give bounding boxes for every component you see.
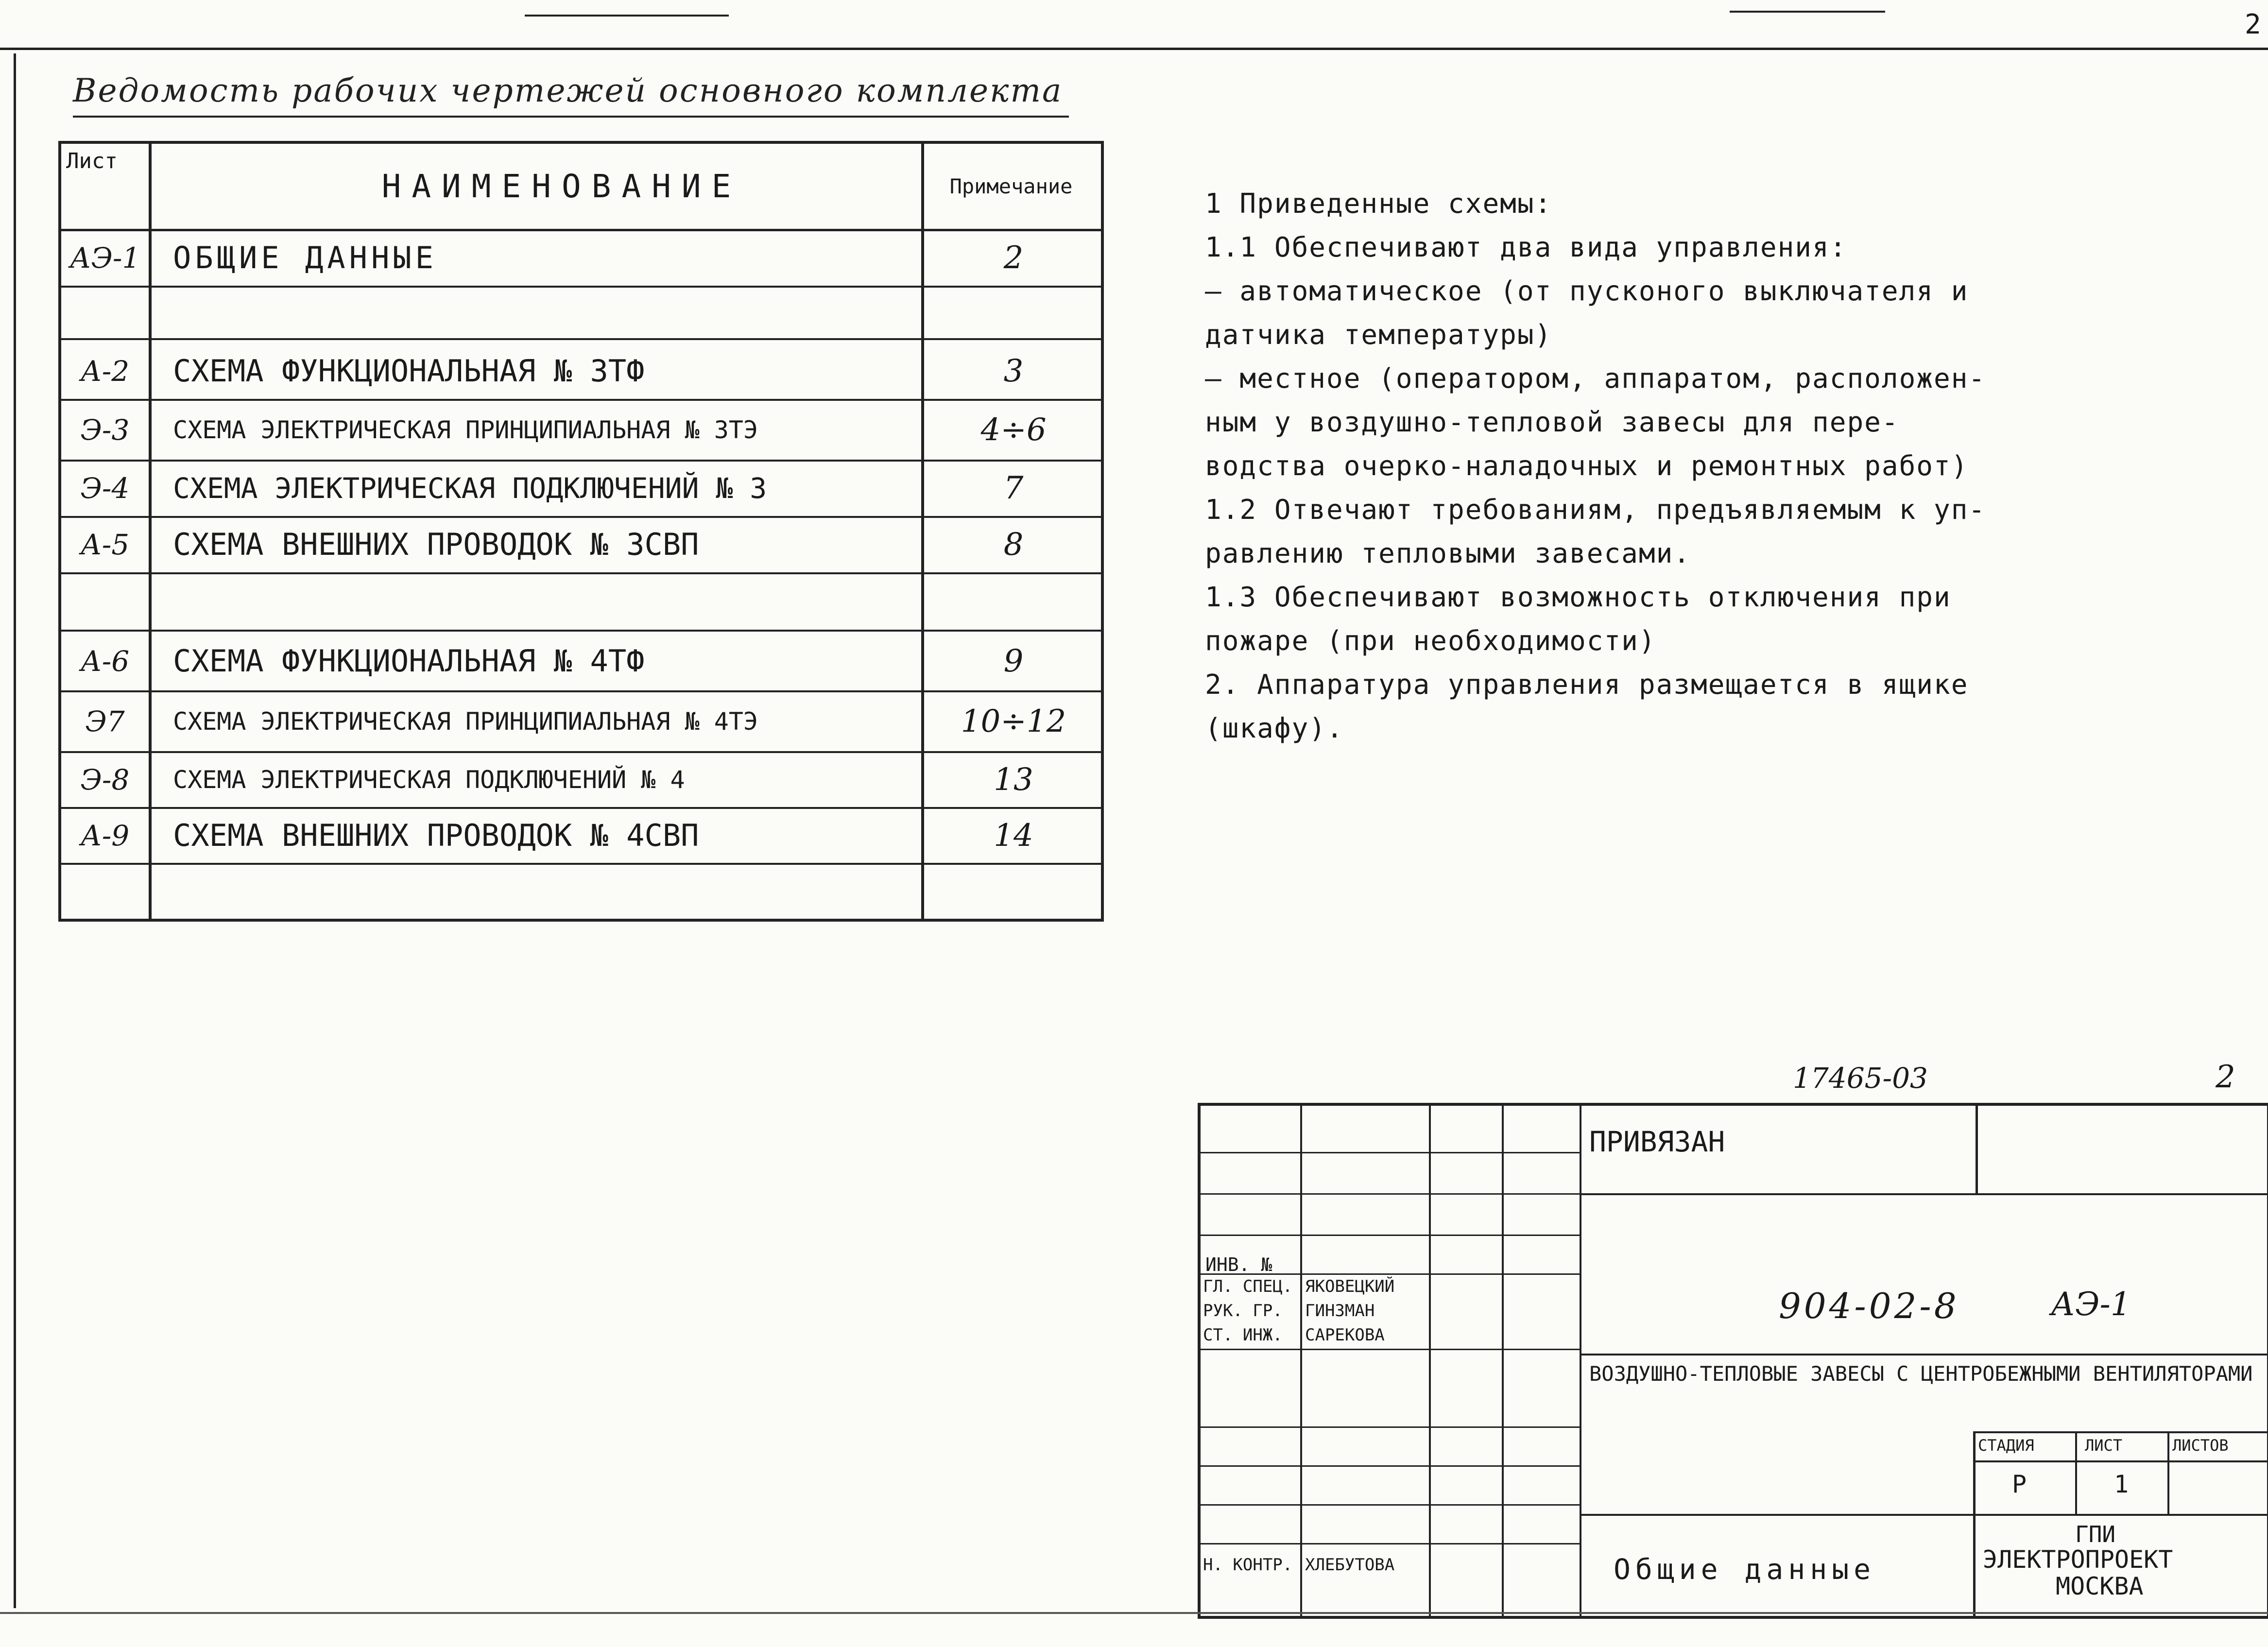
row-name: СХЕМА ЭЛЕКТРИЧЕСКАЯ ПРИНЦИПИАЛЬНАЯ № 4ТЭ	[173, 707, 758, 736]
project-code: 904-02-8	[1779, 1286, 1959, 1326]
note-line: 1.1 Обеспечивают два вида управления:	[1205, 232, 1847, 263]
tb-divider	[1201, 1193, 1580, 1195]
table-row	[61, 809, 1101, 862]
row-note: 3	[1003, 353, 1024, 389]
tb-divider	[1201, 1152, 1580, 1153]
tb-divider	[1973, 1431, 1976, 1616]
top-fragment-line	[1730, 11, 1885, 13]
role-label: ГЛ. СПЕЦ.	[1203, 1277, 1293, 1296]
tb-divider	[1201, 1235, 1580, 1236]
sheet-title-block: Общие данные	[1614, 1553, 1876, 1586]
tb-divider	[1300, 1106, 1302, 1616]
row-name: СХЕМА ЭЛЕКТРИЧЕСКАЯ ПОДКЛЮЧЕНИЙ № 4	[173, 766, 685, 794]
role-name: САРЕКОВА	[1305, 1325, 1385, 1345]
table-row	[61, 632, 1101, 690]
header-note: Примечание	[949, 174, 1073, 198]
tb-divider	[1580, 1514, 2267, 1516]
table-row	[61, 462, 1101, 515]
table-header	[61, 144, 1101, 229]
table-row	[61, 692, 1101, 751]
note-line: 1.3 Обеспечивают возможность отключения при	[1205, 582, 1951, 613]
row-name: СХЕМА ВНЕШНИХ ПРОВОДОК № 4СВП	[173, 818, 699, 853]
stage-value: 1	[2114, 1470, 2129, 1498]
row-divider	[61, 338, 1101, 340]
row-name: СХЕМА ФУНКЦИОНАЛЬНАЯ № 4ТФ	[173, 643, 645, 679]
table-row	[61, 231, 1101, 285]
tb-divider	[1976, 1106, 1978, 1193]
tb-divider	[1429, 1106, 1431, 1616]
role-label: РУК. ГР.	[1203, 1301, 1283, 1321]
table-row	[61, 518, 1101, 571]
n-kontr-label: Н. КОНТР.	[1203, 1555, 1293, 1575]
row-note: 8	[1003, 527, 1024, 563]
row-name: ОБЩИЕ ДАННЫЕ	[173, 240, 437, 275]
row-name: СХЕМА ФУНКЦИОНАЛЬНАЯ № 3ТФ	[173, 353, 645, 389]
left-margin-line	[14, 53, 16, 1608]
table-row	[61, 753, 1101, 806]
row-sheet: А-5	[80, 528, 130, 561]
note-line: — местное (оператором, аппаратом, расположен-	[1205, 363, 1986, 395]
tb-divider	[1502, 1106, 1504, 1616]
sheet-title: Ведомость рабочих чертежей основного комплекта	[73, 72, 1063, 109]
role-name: ЯКОВЕЦКИЙ	[1305, 1277, 1395, 1296]
privyazan-label: ПРИВЯЗАН	[1589, 1125, 1725, 1158]
tb-divider	[1201, 1349, 1580, 1350]
role-name: ГИНЗМАН	[1305, 1301, 1375, 1321]
note-line: ным у воздушно-тепловой завесы для пере-	[1205, 407, 1899, 438]
note-line: датчика температуры)	[1205, 319, 1552, 351]
row-sheet: Э-3	[80, 413, 130, 446]
org-line: МОСКВА	[2056, 1572, 2144, 1600]
row-sheet: А-6	[80, 645, 130, 678]
org-line: ЭЛЕКТРОПРОЕКТ	[1983, 1545, 2173, 1574]
top-border-line	[0, 48, 2268, 50]
row-note: 4÷6	[980, 412, 1047, 448]
table-row	[61, 401, 1101, 459]
tb-divider	[1580, 1354, 2267, 1355]
row-sheet: А-9	[80, 819, 130, 852]
note-line: (шкафу).	[1205, 713, 1344, 744]
tb-divider	[1580, 1193, 2267, 1195]
sheet-code: АЭ-1	[2051, 1286, 2131, 1323]
row-divider	[61, 572, 1101, 574]
drawing-ref: 17465-03	[1793, 1062, 1928, 1095]
tb-divider	[2075, 1431, 2077, 1514]
row-note: 2	[1003, 240, 1024, 276]
general-notes	[1205, 182, 2041, 751]
row-name: СХЕМА ВНЕШНИХ ПРОВОДОК № 3СВП	[173, 527, 699, 562]
drawings-table	[58, 141, 1104, 922]
note-line: — автоматическое (от пусконого выключателя и	[1205, 275, 1969, 307]
table-row	[61, 343, 1101, 399]
inv-no: ИНВ. №	[1205, 1254, 1272, 1275]
stage-header: СТАДИЯ	[1978, 1436, 2034, 1455]
tb-divider	[1973, 1431, 2267, 1433]
row-divider	[61, 286, 1101, 288]
tb-divider	[1201, 1543, 1580, 1544]
title-underline	[73, 116, 1069, 118]
role-label: СТ. ИНЖ.	[1203, 1325, 1283, 1345]
note-line: пожаре (при необходимости)	[1205, 625, 1656, 657]
header-sheet: Лист	[66, 149, 118, 173]
stage-header: ЛИСТ	[2085, 1436, 2123, 1455]
project-title: ВОЗДУШНО-ТЕПЛОВЫЕ ЗАВЕСЫ С ЦЕНТРОБЕЖНЫМИ ВЕНТИЛЯТОРАМИ	[1589, 1362, 2253, 1386]
row-note: 13	[994, 762, 1033, 798]
row-note: 14	[994, 818, 1033, 854]
tb-divider	[1201, 1426, 1580, 1428]
header-name: НАИМЕНОВАНИЕ	[381, 168, 742, 205]
note-line: 1.2 Отвечают требованиям, предъявляемым к уп-	[1205, 494, 1986, 526]
row-note: 7	[1003, 470, 1024, 506]
org-line: ГПИ	[2075, 1521, 2116, 1547]
note-line: 1 Приведенные схемы:	[1205, 188, 1552, 220]
stage-header: ЛИСТОВ	[2172, 1436, 2229, 1455]
top-fragment-line	[525, 15, 729, 17]
row-divider	[61, 863, 1101, 865]
tb-divider	[1973, 1460, 2267, 1462]
page-number: 2	[2216, 1059, 2235, 1095]
bottom-border-line	[0, 1612, 2268, 1614]
stage-value: Р	[2012, 1470, 2027, 1498]
row-sheet: АЭ-1	[69, 241, 140, 274]
row-sheet: Э-4	[80, 472, 130, 505]
note-line: равлению тепловыми завесами.	[1205, 538, 1691, 569]
tb-divider	[1580, 1106, 1581, 1616]
row-divider	[61, 630, 1101, 632]
row-name: СХЕМА ЭЛЕКТРИЧЕСКАЯ ПРИНЦИПИАЛЬНАЯ № 3ТЭ	[173, 416, 758, 444]
tb-divider	[1201, 1465, 1580, 1467]
row-sheet: Э-8	[80, 763, 130, 796]
tb-divider	[2167, 1431, 2169, 1514]
row-sheet: А-2	[80, 354, 130, 388]
corner-sheet-number: 2	[2245, 9, 2261, 40]
row-sheet: Э7	[85, 705, 125, 738]
n-kontr-name: ХЛЕБУТОВА	[1305, 1555, 1395, 1575]
title-block	[1198, 1103, 2268, 1619]
row-note: 10÷12	[961, 703, 1066, 739]
row-name: СХЕМА ЭЛЕКТРИЧЕСКАЯ ПОДКЛЮЧЕНИЙ № 3	[173, 472, 767, 505]
note-line: 2. Аппаратура управления размещается в ящике	[1205, 669, 1969, 701]
tb-divider	[1201, 1504, 1580, 1506]
row-note: 9	[1003, 643, 1024, 679]
note-line: водства очерко-наладочных и ремонтных работ)	[1205, 450, 1969, 482]
